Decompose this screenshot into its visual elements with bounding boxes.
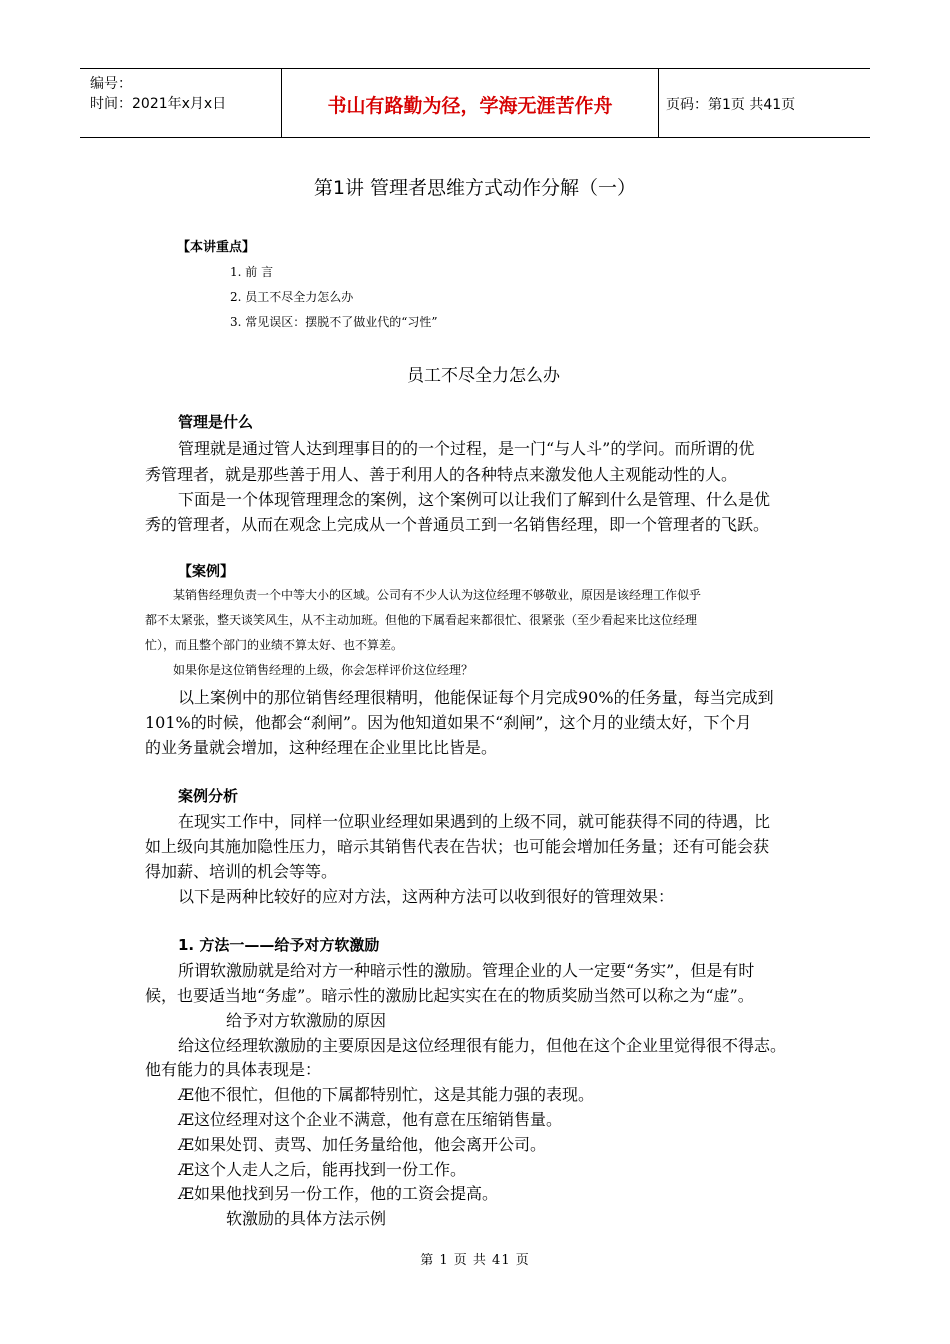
paragraph-line: 101%的时候，他都会“刹闸”。因为他知道如果不“刹闸”，这个月的业绩太好，下个月 xyxy=(145,713,752,732)
bullet-symbol: Æ xyxy=(178,1160,195,1179)
case-line: 忙），而且整个部门的业绩不算太好、也不算差。 xyxy=(145,638,404,652)
header-table xyxy=(80,68,870,138)
bullet-symbol: Æ xyxy=(178,1085,195,1104)
paragraph-line: 以上案例中的那位销售经理很精明，他能保证每个月完成90%的任务量，每当完成到 xyxy=(178,688,774,707)
focus-item: 3. 常见误区：摆脱不了做业代的“习性” xyxy=(230,315,438,329)
number-label: 编号： xyxy=(90,76,132,92)
bullet-symbol: Æ xyxy=(178,1184,195,1203)
bullet-item xyxy=(178,1132,546,1155)
date-label: 时间：2021年x月x日 xyxy=(90,96,227,112)
bullet-symbol: Æ xyxy=(178,1135,195,1154)
case-question: 如果你是这位销售经理的上级，你会怎样评价这位经理？ xyxy=(173,663,474,677)
method-heading: 1. 方法一——给予对方软激励 xyxy=(178,936,380,954)
bullet-text: 这个人走人之后，能再找到一份工作。 xyxy=(194,1160,467,1179)
paragraph-line: 秀管理者，就是那些善于用人、善于利用人的各种特点来激发他人主观能动性的人。 xyxy=(145,465,738,484)
header-motto-cell xyxy=(281,69,659,137)
header-left-cell xyxy=(80,69,280,137)
case-heading: 【案例】 xyxy=(178,564,234,580)
paragraph-line: 的业务量就会增加，这种经理在企业里比比皆是。 xyxy=(145,738,498,757)
lecture-title: 第1讲 管理者思维方式动作分解（一） xyxy=(313,177,637,199)
bullet-text: 这位经理对这个企业不满意，他有意在压缩销售量。 xyxy=(194,1110,563,1129)
paragraph-line: 管理就是通过管人达到理事目的的一个过程，是一门“与人斗”的学问。而所谓的优 xyxy=(178,439,755,458)
bullet-text: 如果他找到另一份工作，他的工资会提高。 xyxy=(194,1184,499,1203)
bullet-item xyxy=(178,1082,594,1105)
bullet-item xyxy=(178,1107,562,1130)
subsection-heading: 管理是什么 xyxy=(178,413,254,431)
paragraph-line: 下面是一个体现管理理念的案例，这个案例可以让我们了解到什么是管理、什么是优 xyxy=(178,490,771,509)
paragraph-line: 秀的管理者，从而在观念上完成从一个普通员工到一名销售经理，即一个管理者的飞跃。 xyxy=(145,515,770,534)
bullet-item xyxy=(178,1181,498,1204)
subsection-heading: 案例分析 xyxy=(178,787,239,805)
paragraph-line: 如上级向其施加隐性压力，暗示其销售代表在告状；也可能会增加任务量；还有可能会获 xyxy=(145,837,770,856)
case-line: 都不太紧张，整天谈笑风生，从不主动加班。但他的下属看起来都很忙、很紧张（至少看起来比这位经理 xyxy=(145,613,698,627)
paragraph-line: 所谓软激励就是给对方一种暗示性的激励。管理企业的人一定要“务实”，但是有时 xyxy=(178,961,755,980)
paragraph-line: 得加薪、培训的机会等等。 xyxy=(145,862,338,881)
bullet-text: 如果处罚、责骂、加任务量给他，他会离开公司。 xyxy=(194,1135,547,1154)
focus-item: 2. 员工不尽全力怎么办 xyxy=(230,290,354,304)
paragraph-line: 在现实工作中，同样一位职业经理如果遇到的上级不同，就可能获得不同的待遇，比 xyxy=(178,812,771,831)
sub-heading: 给予对方软激励的原因 xyxy=(226,1011,387,1030)
case-line: 某销售经理负责一个中等大小的区域。公司有不少人认为这位经理不够敬业，原因是该经理工作似乎 xyxy=(173,588,702,602)
bullet-item xyxy=(178,1157,466,1180)
focus-heading: 【本讲重点】 xyxy=(177,240,256,255)
bullet-text: 他不很忙，但他的下属都特别忙，这是其能力强的表现。 xyxy=(194,1085,595,1104)
sub-heading: 软激励的具体方法示例 xyxy=(226,1209,387,1228)
header-page-cell xyxy=(658,69,870,137)
bullet-symbol: Æ xyxy=(178,1110,195,1129)
section-title: 员工不尽全力怎么办 xyxy=(407,366,560,386)
paragraph-line: 给这位经理软激励的主要原因是这位经理很有能力，但他在这个企业里觉得很不得志。 xyxy=(178,1036,787,1055)
page-info: 页码：第1页 共41页 xyxy=(666,97,796,113)
page-footer: 第 1 页 共 41 页 xyxy=(420,1253,530,1268)
paragraph-line: 候，也要适当地“务虚”。暗示性的激励比起实实在在的物质奖励当然可以称之为“虚”。 xyxy=(145,986,754,1005)
paragraph-line: 以下是两种比较好的应对方法，这两种方法可以收到很好的管理效果： xyxy=(178,887,675,906)
motto-text: 书山有路勤为径，学海无涯苦作舟 xyxy=(327,95,613,117)
paragraph-line: 他有能力的具体表现是： xyxy=(145,1060,322,1079)
focus-item: 1. 前 言 xyxy=(230,265,274,279)
